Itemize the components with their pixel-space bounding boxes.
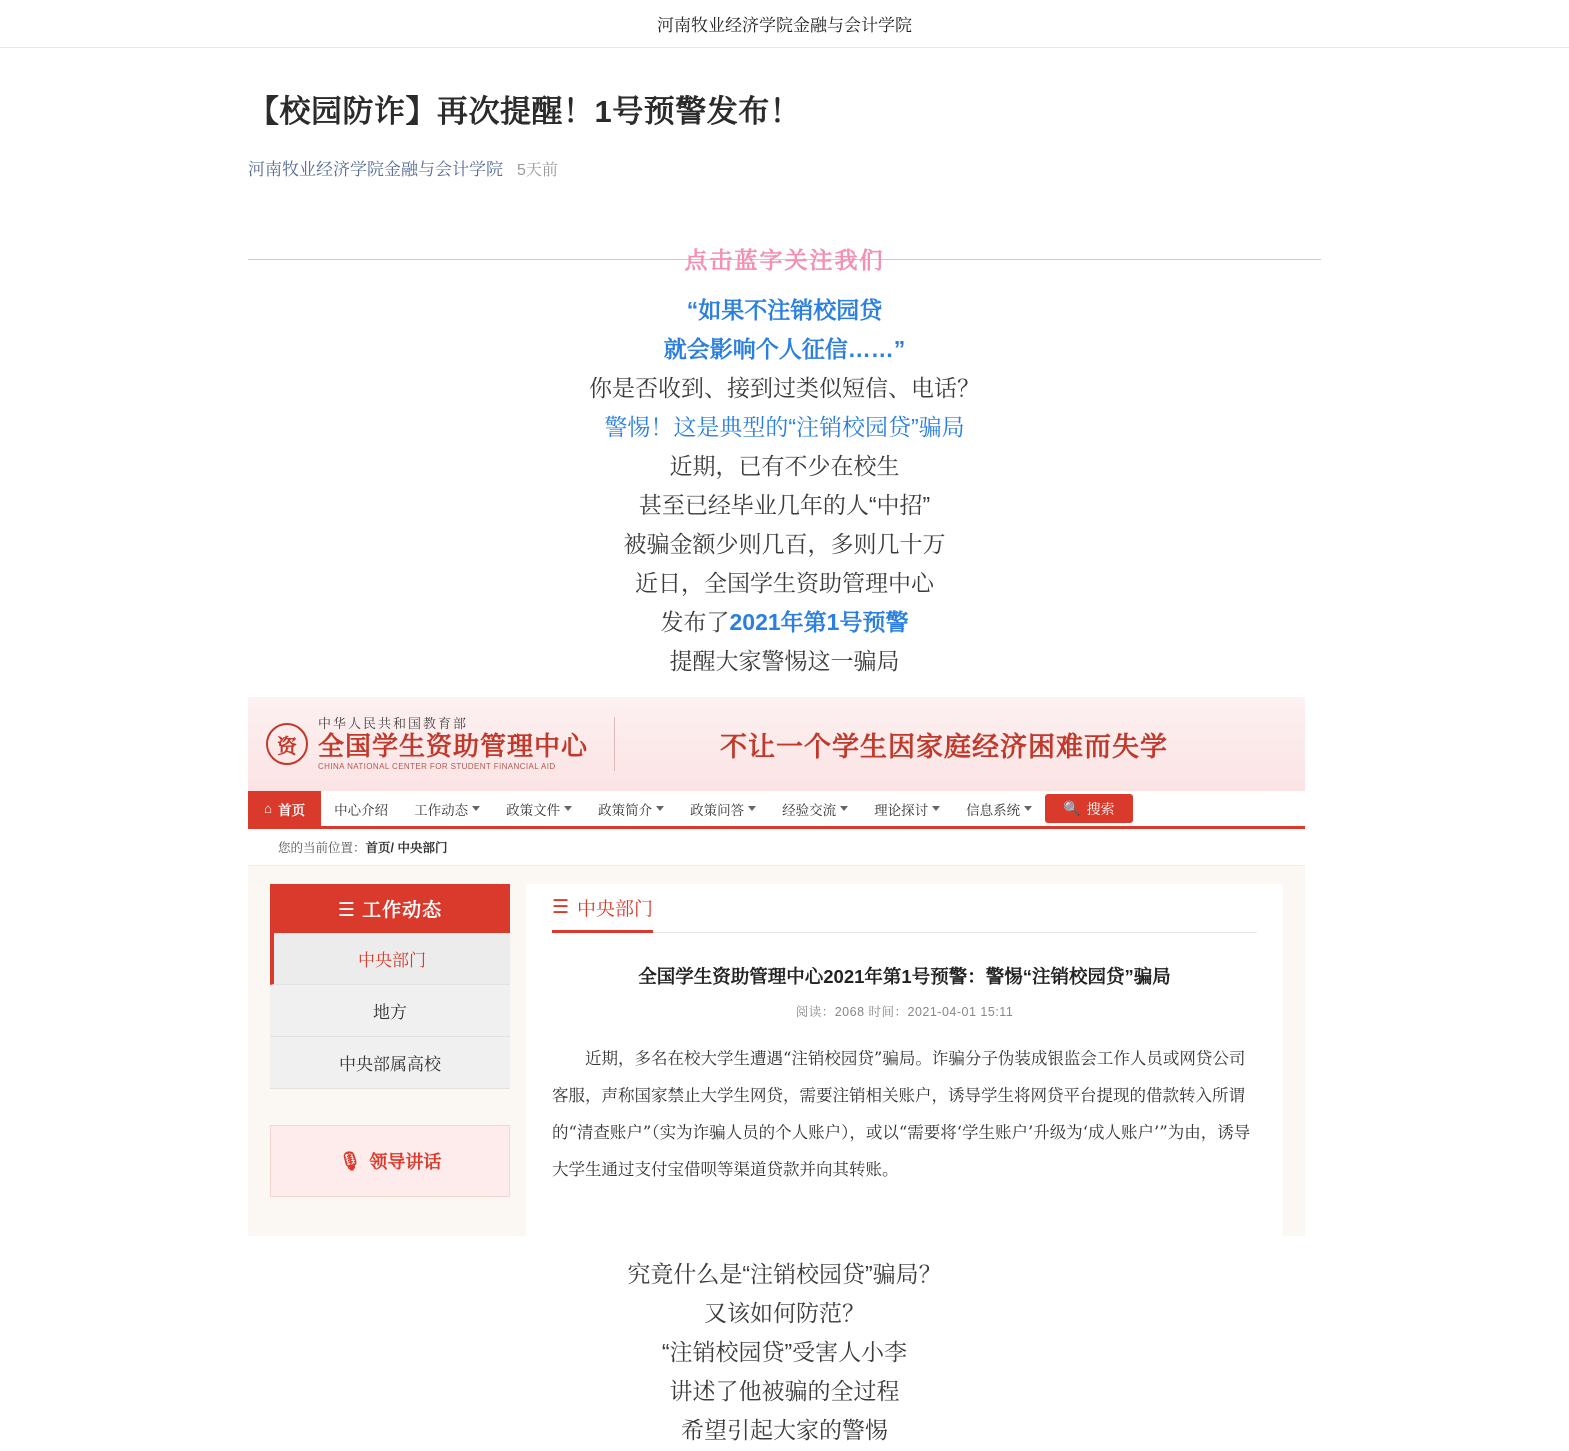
body-line: 究竟什么是“注销校园贷”骗局？: [627, 1261, 942, 1288]
chevron-down-icon: [472, 806, 480, 811]
seal-char: 资: [277, 735, 297, 758]
article-account-link[interactable]: 河南牧业经济学院金融与会计学院: [248, 160, 503, 180]
article-meta: [248, 155, 1321, 180]
sidebar-item-central-dept[interactable]: [270, 933, 510, 985]
body-line-mixed: [248, 604, 1321, 640]
list-icon: ☰: [337, 900, 363, 922]
list-icon: ☰: [552, 897, 570, 919]
nav-item-label: 理论探讨: [874, 802, 929, 818]
body-line: 警惕！这是典型的“注销校园贷”骗局: [604, 414, 965, 441]
site-nav: [248, 791, 1305, 829]
body-lines-top: [248, 292, 1321, 679]
chevron-down-icon: [840, 806, 848, 811]
nav-item-policy-docs[interactable]: [493, 791, 585, 826]
site-sidebar: [270, 884, 510, 1236]
nav-item-label: 政策文件: [506, 802, 561, 818]
nav-item-info-system[interactable]: [953, 791, 1045, 826]
inner-article-paragraph: 近期，多名在校大学生遭遇“注销校园贷”骗局。诈骗分子伪装成银监会工作人员或网贷公司客服，声称国家禁止大学生网贷，需要注销相关账户，诱导学生将网贷平台提现的借款转入所谓的“清查账户”（实为诈骗人员的个人账户），或以“需要将‘学生账户’升级为‘成人账户’”为由，诱导大学生通过支付宝借呗等渠道贷款并向其转账。: [552, 1049, 1251, 1180]
inner-article-title: 全国学生资助管理中心2021年第1号预警：警惕“注销校园贷”骗局: [638, 966, 1171, 988]
chevron-down-icon: [932, 806, 940, 811]
body-line: “注销校园贷”受害人小李: [661, 1339, 908, 1366]
search-icon: 🔍: [1063, 800, 1081, 817]
site-body: [248, 866, 1305, 1236]
body-line: “如果不注销校园贷: [686, 297, 883, 324]
nav-item-label: 政策问答: [690, 802, 745, 818]
sidebar-item-label: 地方: [373, 1003, 407, 1023]
sidebar-item-label: 中央部门: [358, 951, 426, 971]
nav-item-center-intro[interactable]: [321, 791, 401, 826]
breadcrumb-path[interactable]: 首页/ 中央部门: [365, 841, 448, 856]
body-line: 讲述了他被骗的全过程: [669, 1378, 900, 1405]
nav-item-policy-qa[interactable]: [677, 791, 769, 826]
account-topbar: [0, 0, 1569, 47]
body-line-prefix: 发布了: [660, 609, 730, 636]
nav-item-label: 工作动态: [414, 802, 469, 818]
body-line: 甚至已经毕业几年的人“中招”: [638, 492, 931, 519]
body-lines-bottom: [248, 1256, 1321, 1448]
site-header: [248, 697, 1305, 791]
follow-banner-text: 点击蓝字关注我们: [684, 247, 885, 274]
nav-item-label: 信息系统: [966, 802, 1021, 818]
breadcrumb: [248, 829, 1305, 866]
chevron-down-icon: [748, 806, 756, 811]
sidebar-item-label: 中央部属高校: [339, 1055, 441, 1075]
sidebar-item-local[interactable]: [270, 985, 510, 1037]
body-line-highlight: 2021年第1号预警: [729, 609, 909, 636]
sidebar-item-central-universities[interactable]: [270, 1037, 510, 1089]
nav-item-theory[interactable]: [861, 791, 953, 826]
site-content: [526, 884, 1283, 1236]
inner-article-meta: 阅读：2068 时间：2021-04-01 15:11: [795, 1005, 1014, 1020]
nav-item-experience[interactable]: [769, 791, 861, 826]
header-divider: [614, 717, 615, 771]
search-button-label: 搜索: [1086, 800, 1115, 817]
nav-item-home[interactable]: [248, 791, 321, 826]
body-line: 近期，已有不少在校生: [669, 453, 900, 480]
sidebar-header: [270, 884, 510, 933]
seal-icon: [266, 723, 308, 765]
body-line: 提醒大家警惕这一骗局: [669, 648, 900, 675]
site-center-name-en: CHINA NATIONAL CENTER FOR STUDENT FINANCIAL AID: [318, 762, 556, 772]
search-button[interactable]: [1045, 794, 1132, 823]
body-line: 又该如何防范？: [704, 1300, 865, 1327]
article-timestamp: 5天前: [517, 162, 558, 180]
site-center-name: 全国学生资助管理中心: [318, 731, 589, 762]
leader-speech-label: 领导讲话: [369, 1152, 442, 1173]
body-line: 近日，全国学生资助管理中心: [635, 570, 934, 597]
nav-item-work-news[interactable]: [401, 791, 493, 826]
nav-item-label: 中心介绍: [334, 802, 389, 818]
sidebar-header-label: 工作动态: [362, 900, 443, 922]
site-logo: [266, 717, 588, 771]
nav-item-label: 首页: [278, 802, 306, 818]
nav-item-label: 经验交流: [782, 802, 837, 818]
leader-speech-card[interactable]: [270, 1125, 510, 1197]
nav-item-policy-intro[interactable]: [585, 791, 677, 826]
breadcrumb-prefix: 您的当前位置：: [278, 841, 366, 856]
embedded-website-screenshot: [248, 697, 1305, 1236]
tab-label: 中央部门: [577, 899, 654, 921]
chevron-down-icon: [1024, 806, 1032, 811]
chevron-down-icon: [564, 806, 572, 811]
body-line: 你是否收到、接到过类似短信、电话？: [589, 375, 980, 402]
site-ministry-name: 中华人民共和国教育部: [318, 716, 469, 732]
follow-banner: [248, 242, 1321, 276]
content-divider: [552, 932, 1257, 933]
page-title: 【校园防诈】再次提醒！1号预警发布！: [248, 94, 802, 129]
tab-central-dept[interactable]: [552, 894, 653, 933]
body-line: 被骗金额少则几百，多则几十万: [623, 531, 946, 558]
home-icon: ⌂: [264, 801, 273, 817]
microphone-icon: 🎙: [338, 1150, 362, 1171]
topbar-divider: [0, 47, 1569, 48]
body-line: 就会影响个人征信……”: [663, 336, 906, 363]
topbar-account-name: 河南牧业经济学院金融与会计学院: [657, 16, 912, 35]
article-container: [0, 90, 1569, 1448]
body-line: 希望引起大家的警惕: [681, 1417, 888, 1444]
chevron-down-icon: [656, 806, 664, 811]
site-slogan: 不让一个学生因家庭经济困难而失学: [720, 731, 1168, 762]
nav-item-label: 政策简介: [598, 802, 653, 818]
